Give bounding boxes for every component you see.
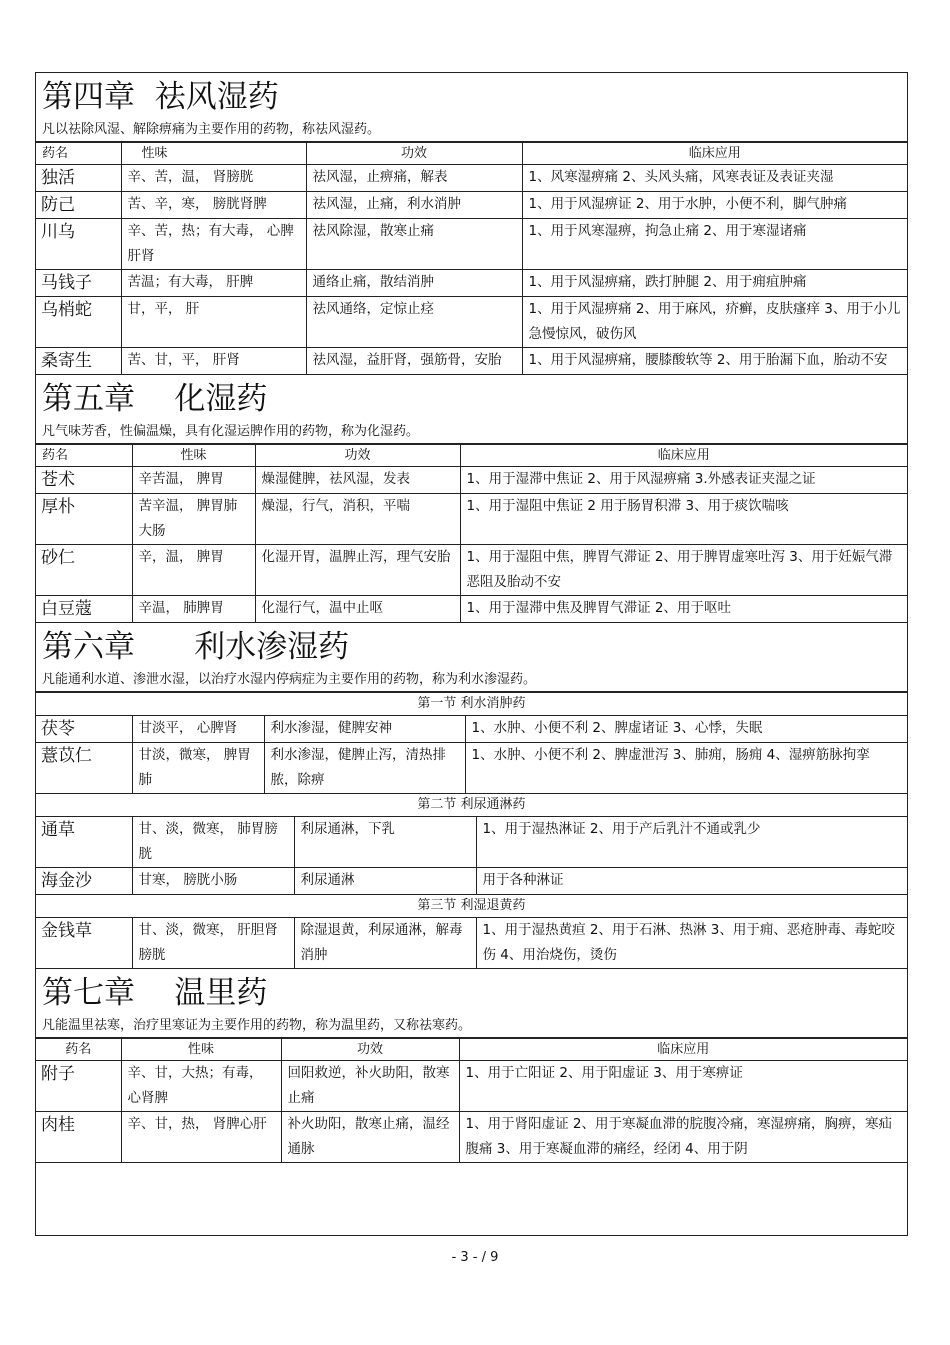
chapter-description: 凡能温里祛寒，治疗里寒证为主要作用的药物，称为温里药，又称祛寒药。	[42, 1018, 472, 1033]
herb-usage: 1、用于风湿痹痛，腰膝酸软等 2、用于胎漏下血，胎动不安	[522, 348, 907, 375]
header-effect: 功效	[306, 143, 522, 165]
table-row	[36, 868, 907, 895]
herb-effect: 利尿通淋	[294, 868, 476, 895]
section-row	[36, 895, 907, 918]
herb-name: 附子	[36, 1061, 121, 1112]
chapter-description: 凡能通利水道、渗泄水湿，以治疗水湿内停病症为主要作用的药物，称为利水渗湿药。	[42, 672, 537, 687]
herb-taste: 甘，平， 肝	[121, 297, 306, 348]
herb-usage: 1、用于亡阳证 2、用于阳虚证 3、用于寒痹证	[459, 1061, 907, 1112]
section-title: 第三节 利湿退黄药	[36, 895, 907, 918]
page-number: - 3 - / 9	[451, 1250, 499, 1265]
herb-effect: 化湿开胃，温脾止泻，理气安胎	[255, 545, 460, 596]
table-row	[36, 494, 907, 545]
header-name: 药名	[36, 143, 121, 165]
table-row	[36, 716, 907, 743]
herb-usage: 1、用于湿热黄疸 2、用于石淋、热淋 3、用于痈、恶疮肿毒、毒蛇咬伤 4、用治烧伤，烫伤	[476, 918, 907, 969]
herb-name: 砂仁	[36, 545, 132, 596]
herb-taste: 苦温；有大毒， 肝脾	[121, 270, 306, 297]
header-name: 药名	[36, 1039, 121, 1061]
herb-name: 马钱子	[36, 270, 121, 297]
herb-taste: 辛，温， 脾胃	[132, 545, 255, 596]
herb-taste: 辛、甘，热， 肾脾心肝	[121, 1112, 281, 1163]
herb-taste: 苦、辛，寒， 膀胱肾脾	[121, 192, 306, 219]
header-effect: 功效	[281, 1039, 459, 1061]
herb-name: 防己	[36, 192, 121, 219]
herb-table-ch5	[36, 444, 907, 623]
herb-effect: 回阳救逆，补火助阳，散寒止痛	[281, 1061, 459, 1112]
chapter-title: 第五章 化湿药	[42, 381, 268, 417]
section-title: 第一节 利水消肿药	[36, 693, 907, 716]
herb-usage: 1、水肿、小便不利 2、脾虚诸证 3、心悸，失眠	[465, 716, 907, 743]
chapter-6-header	[36, 623, 907, 692]
table-row	[36, 270, 907, 297]
herb-name: 厚朴	[36, 494, 132, 545]
herb-usage: 1、风寒湿痹痛 2、头风头痛，风寒表证及表证夹湿	[522, 165, 907, 192]
herb-effect: 燥湿健脾，祛风湿，发表	[255, 467, 460, 494]
herb-name: 川乌	[36, 219, 121, 270]
table-row	[36, 918, 907, 969]
herb-table-ch6-sec2	[36, 794, 907, 969]
herb-usage: 1、用于风寒湿痹，拘急止痛 2、用于寒湿诸痛	[522, 219, 907, 270]
herb-taste: 甘寒， 膀胱小肠	[132, 868, 294, 895]
chapter-4-header	[36, 73, 907, 142]
herb-name: 薏苡仁	[36, 743, 132, 794]
herb-table-ch4	[36, 142, 907, 375]
herb-name: 独活	[36, 165, 121, 192]
table-row	[36, 545, 907, 596]
herb-taste: 苦辛温， 脾胃肺大肠	[132, 494, 255, 545]
herb-taste: 辛温， 肺脾胃	[132, 596, 255, 623]
herb-name: 金钱草	[36, 918, 132, 969]
header-name: 药名	[36, 445, 132, 467]
herb-effect: 祛风通络，定惊止痉	[306, 297, 522, 348]
herb-usage: 1、用于风湿痹证 2、用于水肿，小便不利，脚气肿痛	[522, 192, 907, 219]
herb-usage: 1、用于风湿痹痛，跌打肿腿 2、用于痈疽肿痛	[522, 270, 907, 297]
herb-name: 白豆蔻	[36, 596, 132, 623]
herb-name: 乌梢蛇	[36, 297, 121, 348]
header-taste: 性味	[132, 445, 255, 467]
herb-usage: 1、用于湿阻中焦，脾胃气滞证 2、用于脾胃虚寒吐泻 3、用于妊娠气滞恶阻及胎动不安	[460, 545, 907, 596]
herb-usage: 1、用于湿阻中焦证 2 用于肠胃积滞 3、用于痰饮喘咳	[460, 494, 907, 545]
document-sheet	[35, 72, 908, 1236]
herb-taste: 甘、淡，微寒， 肝胆肾膀胱	[132, 918, 294, 969]
herb-effect: 祛风湿，止痛，利水消肿	[306, 192, 522, 219]
herb-table-ch7	[36, 1038, 907, 1163]
header-taste: 性味	[121, 143, 306, 165]
herb-taste: 辛苦温， 脾胃	[132, 467, 255, 494]
header-taste: 性味	[121, 1039, 281, 1061]
chapter-title: 第六章 利水渗湿药	[42, 629, 350, 665]
herb-name: 桑寄生	[36, 348, 121, 375]
herb-effect: 祛风除湿，散寒止痛	[306, 219, 522, 270]
table-header-row	[36, 143, 907, 165]
table-row	[36, 596, 907, 623]
herb-taste: 辛、苦，温， 肾膀胱	[121, 165, 306, 192]
table-row	[36, 743, 907, 794]
herb-name: 通草	[36, 817, 132, 868]
header-usage: 临床应用	[460, 445, 907, 467]
table-row	[36, 467, 907, 494]
table-row	[36, 817, 907, 868]
herb-usage: 1、水肿、小便不利 2、脾虚泄泻 3、肺痈，肠痈 4、湿痹筋脉拘挛	[465, 743, 907, 794]
herb-table-ch6	[36, 692, 907, 794]
header-effect: 功效	[255, 445, 460, 467]
herb-usage: 1、用于肾阳虚证 2、用于寒凝血滞的脘腹冷痛，寒湿痹痛，胸痹，寒疝腹痛 3、用于寒凝血滞的痛经，经闭 4、用于阴	[459, 1112, 907, 1163]
herb-taste: 甘淡，微寒， 脾胃肺	[132, 743, 264, 794]
table-row	[36, 165, 907, 192]
table-row	[36, 219, 907, 270]
herb-effect: 补火助阳，散寒止痛，温经通脉	[281, 1112, 459, 1163]
section-row	[36, 693, 907, 716]
herb-taste: 苦、甘，平， 肝肾	[121, 348, 306, 375]
table-header-row	[36, 445, 907, 467]
herb-taste: 辛、甘，大热；有毒， 心肾脾	[121, 1061, 281, 1112]
section-row	[36, 794, 907, 817]
chapter-description: 凡气味芳香，性偏温燥，具有化湿运脾作用的药物，称为化湿药。	[42, 424, 420, 439]
table-row	[36, 192, 907, 219]
herb-effect: 除湿退黄，利尿通淋，解毒消肿	[294, 918, 476, 969]
herb-effect: 祛风湿，止痹痛，解表	[306, 165, 522, 192]
header-usage: 临床应用	[522, 143, 907, 165]
herb-name: 茯苓	[36, 716, 132, 743]
chapter-7-header	[36, 969, 907, 1038]
herb-effect: 利水渗湿，健脾安神	[264, 716, 465, 743]
herb-usage: 1、用于湿热淋证 2、用于产后乳汁不通或乳少	[476, 817, 907, 868]
herb-name: 肉桂	[36, 1112, 121, 1163]
herb-taste: 甘、淡，微寒， 肺胃膀胱	[132, 817, 294, 868]
herb-name: 苍术	[36, 467, 132, 494]
herb-usage: 用于各种淋证	[476, 868, 907, 895]
table-row	[36, 1061, 907, 1112]
table-header-row	[36, 1039, 907, 1061]
herb-usage: 1、用于风湿痹痛 2、用于麻风，疥癣，皮肤瘙痒 3、用于小儿急慢惊风，破伤风	[522, 297, 907, 348]
herb-usage: 1、用于湿滞中焦证 2、用于风湿痹痛 3.外感表证夹湿之证	[460, 467, 907, 494]
chapter-5-header	[36, 375, 907, 444]
herb-taste: 辛、苦，热；有大毒， 心脾肝肾	[121, 219, 306, 270]
herb-effect: 利尿通淋，下乳	[294, 817, 476, 868]
herb-usage: 1、用于湿滞中焦及脾胃气滞证 2、用于呕吐	[460, 596, 907, 623]
table-row	[36, 297, 907, 348]
chapter-description: 凡以祛除风湿、解除痹痛为主要作用的药物，称祛风湿药。	[42, 122, 381, 137]
herb-effect: 化湿行气，温中止呕	[255, 596, 460, 623]
table-row	[36, 348, 907, 375]
chapter-title: 第七章 温里药	[42, 975, 268, 1011]
herb-taste: 甘淡平， 心脾肾	[132, 716, 264, 743]
herb-effect: 祛风湿，益肝肾，强筋骨，安胎	[306, 348, 522, 375]
table-row	[36, 1112, 907, 1163]
herb-effect: 通络止痛，散结消肿	[306, 270, 522, 297]
chapter-title: 第四章 祛风湿药	[42, 79, 279, 115]
herb-effect: 燥湿，行气，消积，平喘	[255, 494, 460, 545]
herb-name: 海金沙	[36, 868, 132, 895]
herb-effect: 利水渗湿，健脾止泻，清热排脓，除痹	[264, 743, 465, 794]
header-usage: 临床应用	[459, 1039, 907, 1061]
section-title: 第二节 利尿通淋药	[36, 794, 907, 817]
